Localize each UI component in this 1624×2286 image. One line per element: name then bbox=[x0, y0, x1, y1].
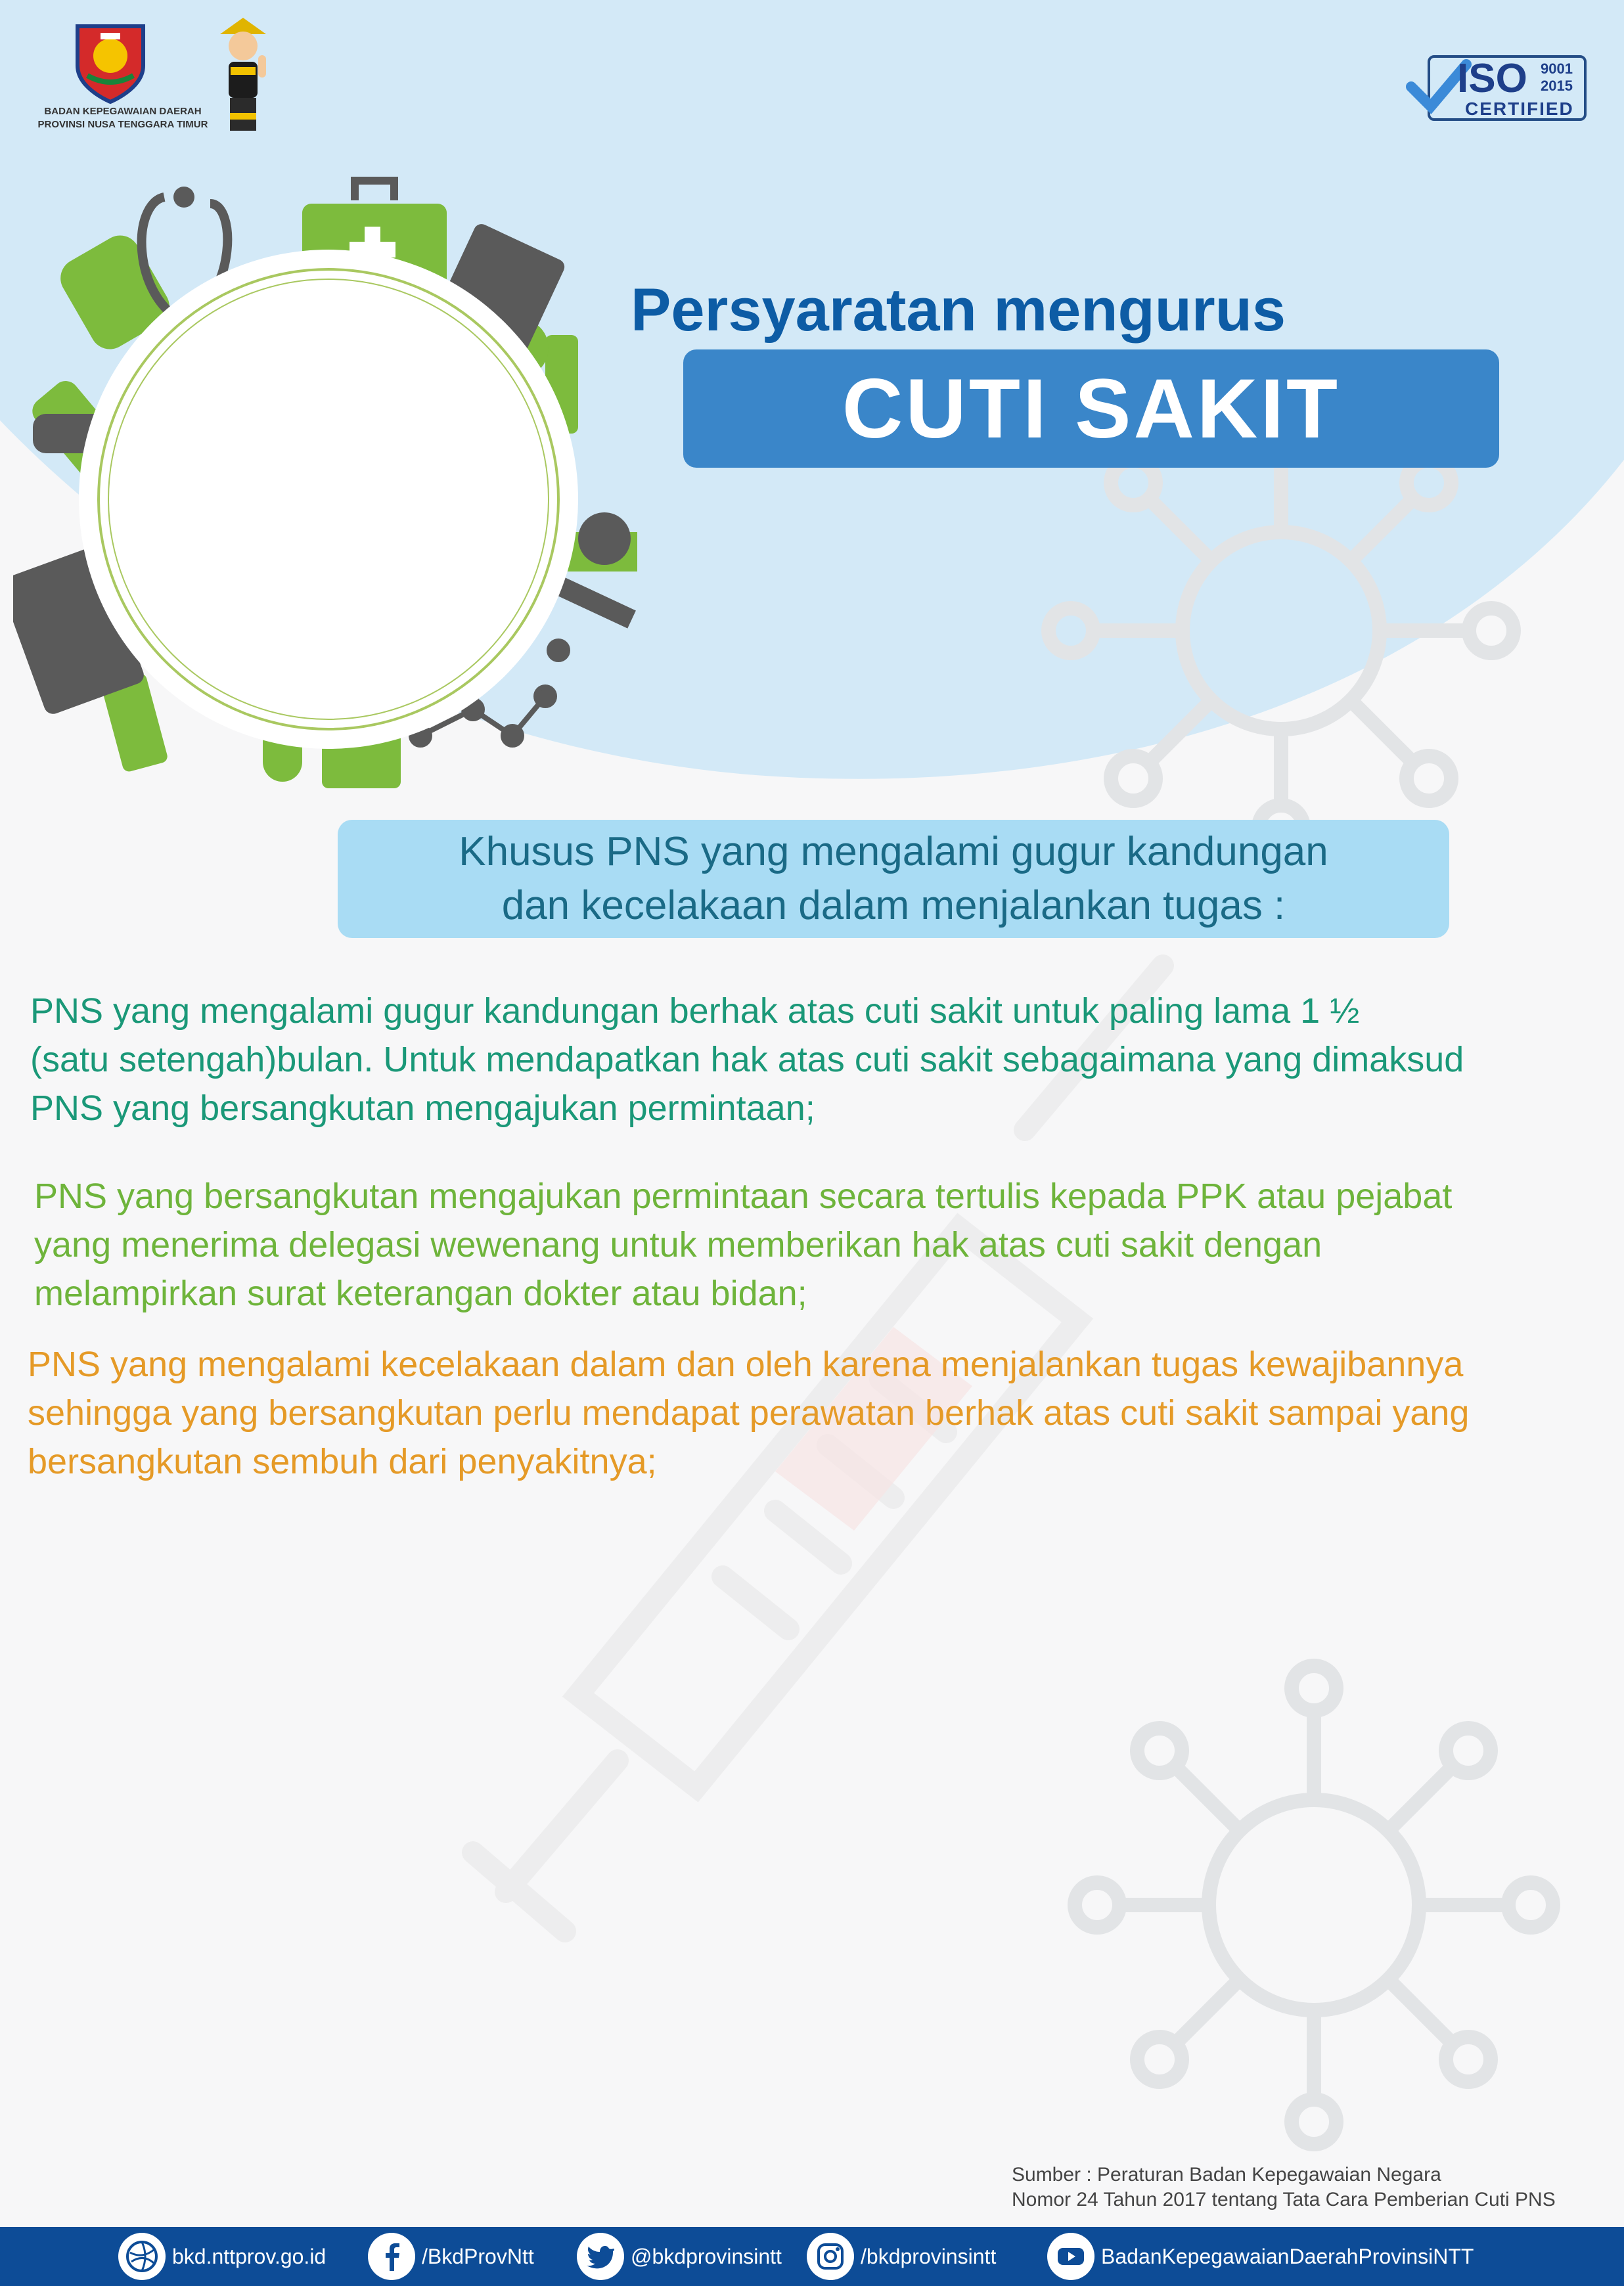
virus-watermark-bottom-icon bbox=[1075, 1666, 1553, 2144]
facebook-icon bbox=[368, 2233, 415, 2280]
title-banner-text: CUTI SAKIT bbox=[842, 361, 1341, 456]
province-emblem-logo bbox=[71, 20, 150, 105]
iso-certified-text: CERTIFIED bbox=[1465, 99, 1574, 119]
agency-name: BADAN KEPEGAWAIAN DAERAH PROVINSI NUSA TENGGARA TIMUR bbox=[37, 106, 208, 130]
requirement-paragraph-2: PNS yang bersangkutan mengajukan permintaan secara tertulis kepada PPK atau pejabat yang menerima delegasi wewenang untuk memberikan hak atas cuti sakit dengan melampirkan surat keterangan dokter atau bidan; bbox=[34, 1177, 1453, 1313]
medical-icons-illustration bbox=[13, 164, 670, 808]
footer-bar bbox=[0, 2227, 1624, 2286]
footer-instagram-text: /bkdprovinsintt bbox=[861, 2244, 997, 2268]
footer-facebook-link[interactable] bbox=[368, 2227, 534, 2286]
footer-website-link[interactable] bbox=[118, 2227, 326, 2286]
iso-label: ISO bbox=[1457, 56, 1527, 101]
footer-twitter-text: @bkdprovinsintt bbox=[631, 2244, 782, 2268]
youtube-icon bbox=[1047, 2233, 1094, 2280]
subtitle-line-1: Khusus PNS yang mengalami gugur kandungan bbox=[459, 829, 1328, 874]
iso-year: 2015 bbox=[1541, 78, 1573, 94]
requirement-paragraph-3: PNS yang mengalami kecelakaan dalam dan oleh karena menjalankan tugas kewajibannya sehingga yang bersangkutan perlu mendapat perawatan berhak atas cuti sakit sampai yang bersangkutan sembuh dari penyakitnya; bbox=[28, 1345, 1470, 1481]
globe-icon bbox=[118, 2233, 166, 2280]
twitter-icon bbox=[577, 2233, 624, 2280]
source-note: Sumber : Peraturan Badan Kepegawaian Negara Nomor 24 Tahun 2017 tentang Tata Cara Pemberian Cuti PNS bbox=[1012, 2164, 1556, 2210]
page-title: Persyaratan mengurus bbox=[631, 277, 1286, 344]
footer-facebook-text: /BkdProvNtt bbox=[422, 2244, 534, 2268]
iso-certified-badge bbox=[1406, 53, 1590, 125]
footer-youtube-link[interactable] bbox=[1047, 2227, 1474, 2286]
instagram-icon bbox=[807, 2233, 854, 2280]
footer-instagram-link[interactable] bbox=[807, 2227, 996, 2286]
footer-youtube-text: BadanKepegawaianDaerahProvinsiNTT bbox=[1101, 2244, 1474, 2268]
footer-website-text: bkd.nttprov.go.id bbox=[172, 2244, 327, 2268]
iso-number: 9001 bbox=[1541, 60, 1573, 77]
title-banner bbox=[683, 349, 1499, 468]
subtitle-line-2: dan kecelakaan dalam menjalankan tugas : bbox=[501, 883, 1286, 928]
subtitle-box bbox=[338, 820, 1449, 938]
footer-twitter-link[interactable] bbox=[577, 2227, 782, 2286]
requirement-paragraph-1: PNS yang mengalami gugur kandungan berhak atas cuti sakit untuk paling lama 1 ½ (satu setengah)bulan. Untuk mendapatkan hak atas cuti sakit sebagaimana yang dimaksud PNS yang bersangkutan mengajukan permintaan; bbox=[30, 991, 1464, 1128]
